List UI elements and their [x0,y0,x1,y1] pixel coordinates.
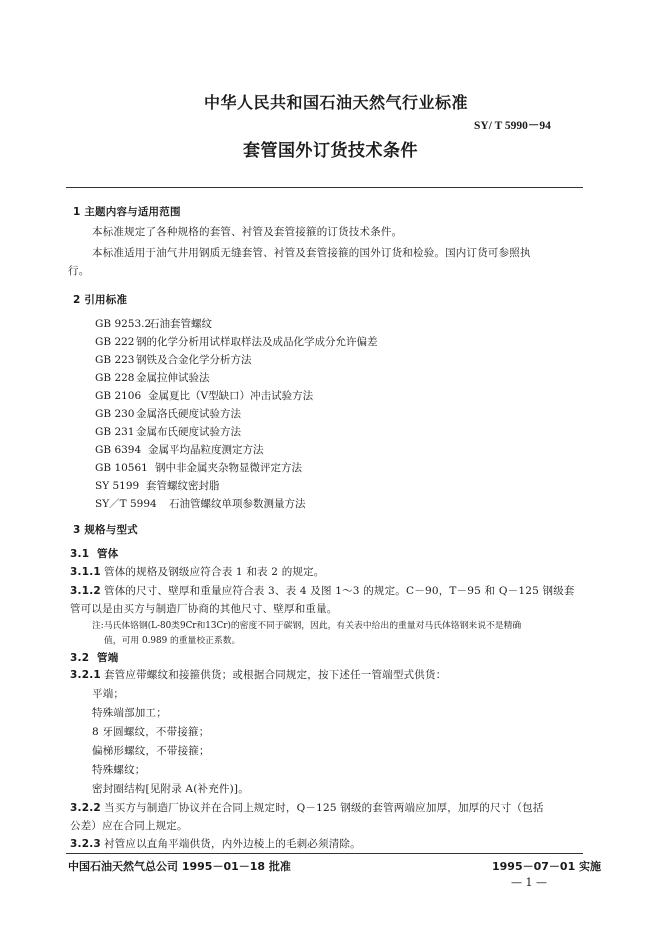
reference-code: GB 222 [95,336,135,348]
clause-number: 3.1 [70,548,90,560]
list-item: 8 牙圆螺纹，不带接箍； [92,726,210,738]
clause-3-2-1 [70,667,446,682]
reference-title: 石油套管螺纹 [149,318,212,330]
section-2-heading: 2 引用标准 [73,294,128,306]
clause-number: 3.1.1 [70,566,101,578]
approval-line: 中国石油天然气总公司 1995－01－18 批准 [68,860,291,873]
reference-code: GB 223 [95,354,135,366]
section-1-heading: 1 主题内容与适用范围 [73,206,181,218]
reference-title: 金属夏比（V型缺口）冲击试验方法 [148,390,314,402]
clause-title: 管体 [97,548,119,560]
reference-code: GB 10561 [95,462,148,474]
reference-item [95,406,241,421]
paragraph: 本标准规定了各种规格的套管、衬管及套管接箍的订货技术条件。 [92,226,403,238]
clause-text: 衬管应以直角平端供货，内外边棱上的毛刺必须清除。 [104,838,361,850]
clause-number: 3.2.2 [70,802,101,814]
reference-code: SY 5199 [95,480,140,492]
section-3-heading: 3 规格与型式 [73,524,138,536]
reference-title: 钢中非金属夹杂物显微评定方法 [155,462,302,474]
note-text: 注:马氏体铬钢(L-80类9Cr和13Cr)的密度不同于碳钢，因此，有关表中给出的重量对马氏体铬钢来说不是精确 [92,621,522,631]
reference-code: SY／T 5994 [95,498,157,510]
header-rule [66,187,583,188]
reference-code: GB 230 [95,408,135,420]
subsection-3-2 [70,650,118,665]
document-title: 套管国外订货技术条件 [243,141,418,161]
reference-title: 金属布氏硬度试验方法 [136,426,241,438]
reference-title: 套管螺纹密封脂 [146,480,220,492]
reference-item [95,388,313,403]
list-item: 偏梯形螺纹，不带接箍； [92,745,210,757]
subsection-3-1 [70,546,118,561]
reference-title: 钢铁及合金化学分析方法 [136,354,252,366]
reference-item [95,352,252,367]
reference-item [95,478,220,493]
clause-text: 套管应带螺纹和接箍供货；或根据合同规定，按下述任一管端型式供货： [104,669,447,681]
reference-code: GB 228 [95,372,135,384]
reference-code: GB 9253.2 [95,318,152,330]
paragraph: 行。 [68,265,90,277]
clause-title: 管端 [97,652,119,664]
clause-text-continued: 公差）应在合同上规定。 [70,820,188,832]
reference-title: 石油管螺纹单项参数测量方法 [169,498,306,510]
clause-number: 3.2.3 [70,838,101,850]
list-item: 平端； [92,688,125,700]
reference-title: 金属平均晶粒度测定方法 [148,444,264,456]
clause-text-continued: 管可以是由买方与制造厂协商的其他尺寸、壁厚和重量。 [70,603,338,615]
list-item: 特殊螺纹； [92,764,146,776]
reference-item [95,442,264,457]
reference-item [95,334,378,349]
note-text: 值，可用 0.989 的重量校正系数。 [104,636,241,646]
paragraph: 本标准适用于油气井用钢质无缝套管、衬管及套管接箍的国外订货和检验。国内订货可参照执 [92,247,531,259]
reference-item [95,496,306,511]
list-item: 特殊端部加工； [92,707,167,719]
reference-title: 金属洛氏硬度试验方法 [136,408,241,420]
clause-number: 3.1.2 [70,585,101,597]
reference-item [95,316,212,331]
page-number: — 1 — [511,876,547,889]
standard-code: SY/ T 5990－94 [474,120,551,132]
clause-text: 当买方与制造厂协议并在合同上规定时，Q－125 钢级的套管两端应加厚，加厚的尺寸（包括 [104,802,544,814]
clause-number: 3.2 [70,652,90,664]
reference-item [95,424,241,439]
reference-code: GB 2106 [95,390,142,402]
reference-item [95,370,210,385]
clause-number: 3.2.1 [70,669,101,681]
clause-3-1-1 [70,564,325,579]
clause-text: 管体的规格及钢级应符合表 1 和表 2 的规定。 [104,566,325,578]
list-item: 密封圈结构[见附录 A(补充件)]。 [92,783,249,795]
clause-3-1-2 [70,583,575,598]
reference-title: 钢的化学分析用试样取样法及成品化学成分允许偏差 [136,336,378,348]
footer-rule [66,853,583,854]
reference-code: GB 6394 [95,444,142,456]
clause-3-2-3 [70,836,361,851]
reference-title: 金属拉伸试验法 [136,372,210,384]
clause-3-2-2 [70,800,544,815]
reference-item [95,460,302,475]
effective-date: 1995－07－01 实施 [492,860,602,873]
standard-org-title: 中华人民共和国石油天然气行业标准 [204,93,469,112]
reference-code: GB 231 [95,426,135,438]
clause-text: 管体的尺寸、壁厚和重量应符合表 3、表 4 及图 1～3 的规定。C－90，T－95 和 Q－125 钢级套 [104,585,575,597]
